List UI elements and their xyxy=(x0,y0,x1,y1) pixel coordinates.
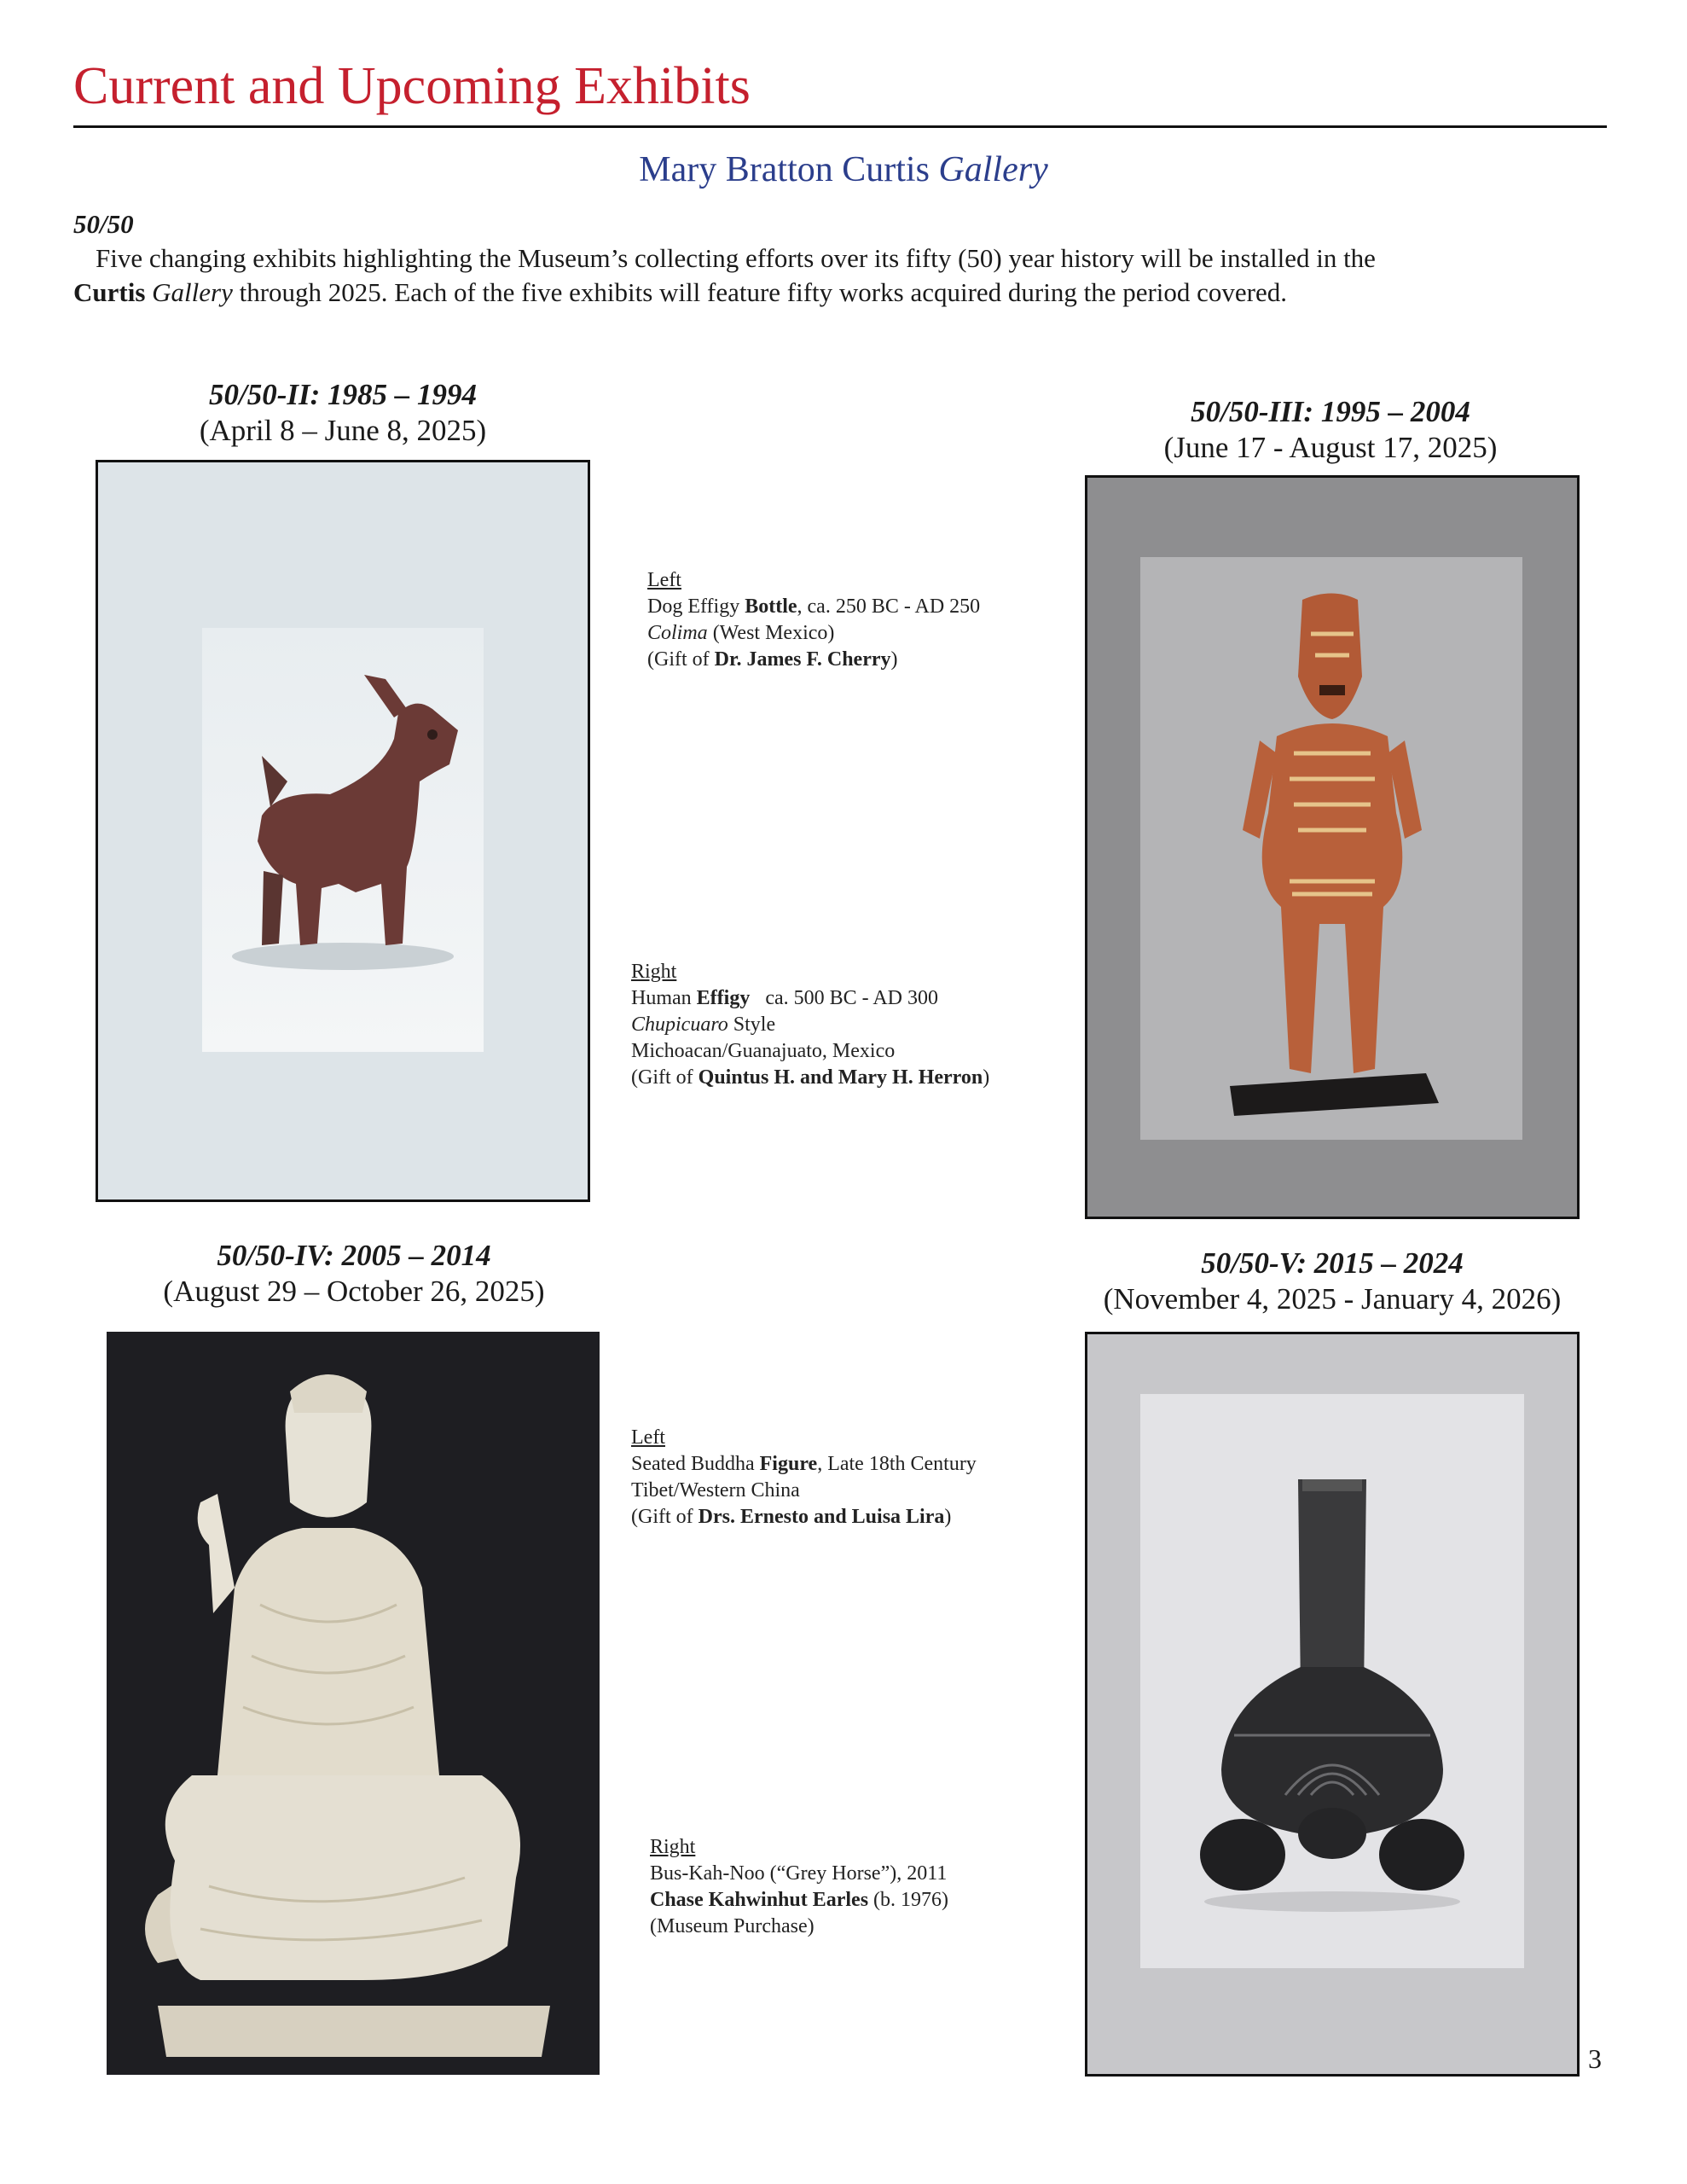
grey-horse-vessel-photo xyxy=(1140,1394,1524,1968)
exhibit-iii-frame xyxy=(1085,475,1580,1219)
intro-paragraph xyxy=(73,241,1609,310)
dog-effigy-photo xyxy=(202,628,484,1052)
caption-grey-horse xyxy=(650,1834,1093,1940)
caption-gift-line: (Gift of Dr. James F. Cherry) xyxy=(647,648,898,671)
exhibit-ii-dates: (April 8 – June 8, 2025) xyxy=(199,414,487,447)
caption-credit-line: (Museum Purchase) xyxy=(650,1915,815,1937)
caption-artist-line: Chase Kahwinhut Earles (b. 1976) xyxy=(650,1889,949,1911)
caption-human-effigy xyxy=(631,959,1075,1091)
intro-heading: 50/50 xyxy=(73,209,134,239)
dog-effigy-image xyxy=(202,628,484,1052)
gallery-word: Gallery xyxy=(938,150,1048,189)
caption-seated-buddha xyxy=(631,1425,1092,1531)
caption-side-label: Right xyxy=(631,961,677,983)
exhibit-iv-dates: (August 29 – October 26, 2025) xyxy=(163,1275,545,1308)
caption-gift-line: (Gift of Quintus H. and Mary H. Herron) xyxy=(631,1066,990,1089)
exhibit-iii-dates: (June 17 - August 17, 2025) xyxy=(1163,431,1498,464)
title-rule xyxy=(73,125,1607,128)
caption-object-line: Seated Buddha Figure, Late 18th Century xyxy=(631,1453,977,1475)
exhibit-ii-title: 50/50-II: 1985 – 1994 xyxy=(208,378,478,411)
human-effigy-image xyxy=(1140,557,1522,1140)
human-effigy-photo xyxy=(1140,557,1522,1140)
caption-side-label: Left xyxy=(647,569,681,591)
seated-buddha-image xyxy=(107,1332,600,2075)
caption-object-line: Dog Effigy Bottle, ca. 250 BC - AD 250 xyxy=(647,595,981,618)
caption-place-line: Tibet/Western China xyxy=(631,1479,800,1502)
caption-object-line: Bus-Kah-Noo (“Grey Horse”), 2011 xyxy=(650,1862,948,1885)
intro-line1: Five changing exhibits highlighting the Museum’s collecting efforts over its fifty (50) year history will be installed in the xyxy=(96,243,1376,273)
caption-gift-line: (Gift of Drs. Ernesto and Luisa Lira) xyxy=(631,1506,952,1528)
exhibit-ii-frame xyxy=(96,460,590,1202)
seated-buddha-photo xyxy=(107,1332,600,2075)
exhibit-iii-title: 50/50-III: 1995 – 2004 xyxy=(1191,395,1470,428)
intro-line2: through 2025. Each of the five exhibits will feature fifty works acquired during the period covered. xyxy=(239,277,1288,307)
page-title: Current and Upcoming Exhibits xyxy=(73,57,751,115)
exhibit-v-dates: (November 4, 2025 - January 4, 2026) xyxy=(1103,1282,1562,1316)
gallery-heading xyxy=(0,149,1687,190)
caption-culture-line: Colima (West Mexico) xyxy=(647,622,835,644)
caption-side-label: Right xyxy=(650,1836,696,1858)
caption-object-line: Human Effigy ca. 500 BC - AD 300 xyxy=(631,987,938,1009)
caption-place-line: Michoacan/Guanajuato, Mexico xyxy=(631,1040,896,1062)
exhibit-v-frame xyxy=(1085,1332,1580,2077)
intro-gallery: Gallery xyxy=(152,277,233,307)
caption-culture-line: Chupicuaro Style xyxy=(631,1014,776,1036)
exhibit-iv-title: 50/50-IV: 2005 – 2014 xyxy=(217,1239,491,1272)
grey-horse-vessel-image xyxy=(1140,1394,1524,1968)
caption-side-label: Left xyxy=(631,1426,665,1449)
gallery-name: Mary Bratton Curtis xyxy=(639,150,930,189)
exhibit-v-title: 50/50-V: 2015 – 2024 xyxy=(1201,1246,1464,1280)
caption-dog-effigy xyxy=(647,567,1091,673)
page-number: 3 xyxy=(1588,2043,1602,2074)
intro-curtis: Curtis xyxy=(73,277,146,307)
